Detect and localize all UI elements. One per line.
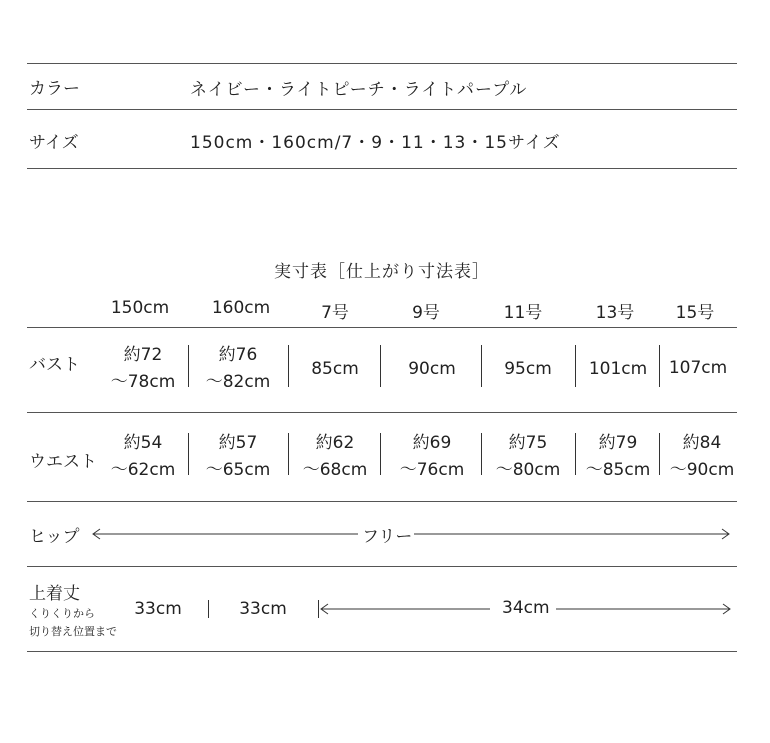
length-label: 上着丈 [29,584,80,604]
bust-sep-1 [188,345,189,387]
col-header-7: 7号 [321,303,349,323]
bust-label: バスト [29,355,80,375]
info-top-divider [27,63,737,64]
color-value: ネイビー・ライトピーチ・ライトパープル [190,80,528,100]
hip-value: フリー [360,522,414,547]
waist-sep-1 [188,433,189,475]
hip-label: ヒップ [29,527,80,547]
bust-sep-3 [380,345,381,387]
waist-divider [27,501,737,502]
info-mid-divider [27,109,737,110]
length-value-rest: 34cm [502,598,550,618]
length-note-1: くりくりから [29,607,95,620]
bust-cell-13: 101cm [588,359,648,379]
col-header-11: 11号 [503,303,543,323]
waist-cell-9: 約69 ～76cm [399,433,465,480]
col-header-9: 9号 [412,303,440,323]
waist-sep-3 [380,433,381,475]
waist-cell-7: 約62 ～68cm [302,433,368,480]
bust-cell-9: 90cm [408,359,456,379]
bust-cell-160: 約76 ～82cm [205,345,271,392]
table-header-divider [27,327,737,328]
waist-sep-2 [288,433,289,475]
table-bottom-divider [27,651,737,652]
color-label: カラー [29,79,80,99]
waist-cell-11: 約75 ～80cm [495,433,561,480]
waist-cell-150: 約54 ～62cm [110,433,176,480]
waist-cell-13: 約79 ～85cm [585,433,651,480]
bust-cell-150: 約72 ～78cm [110,345,176,392]
col-header-15: 15号 [675,303,715,323]
length-cell-160: 33cm [239,599,287,619]
info-bottom-divider [27,168,737,169]
bust-cell-11: 95cm [504,359,552,379]
bust-sep-2 [288,345,289,387]
col-header-13: 13号 [595,303,635,323]
bust-sep-5 [575,345,576,387]
length-sep-1 [208,600,209,618]
waist-label: ウエスト [29,452,97,472]
bust-cell-15: 107cm [668,358,728,378]
bust-cell-7: 85cm [311,359,359,379]
length-sep-2 [318,600,319,618]
table-title: 実寸表［仕上がり寸法表］ [274,262,490,282]
size-value: 150cm・160cm/7・9・11・13・15サイズ [190,133,561,153]
hip-divider [27,566,737,567]
size-label: サイズ [29,133,79,153]
length-note-2: 切り替え位置まで [29,625,117,638]
length-cell-150: 33cm [134,599,182,619]
waist-cell-15: 約84 ～90cm [669,433,735,480]
bust-divider [27,412,737,413]
waist-cell-160: 約57 ～65cm [205,433,271,480]
col-header-150cm: 150cm [110,298,170,318]
waist-sep-5 [575,433,576,475]
col-header-160cm: 160cm [211,298,271,318]
